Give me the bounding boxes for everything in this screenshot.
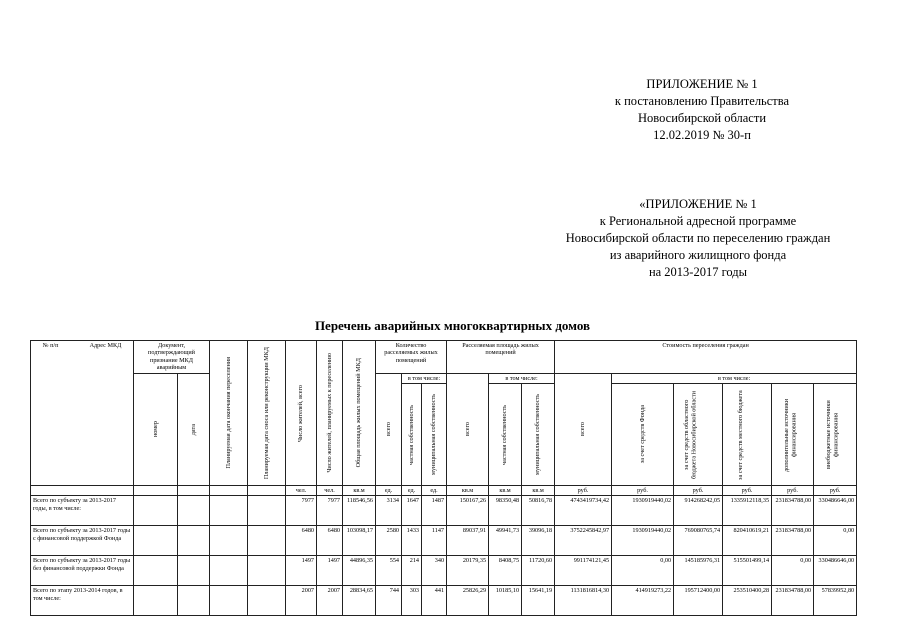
value-cell: 914268242,05 <box>674 496 723 526</box>
unit-cell: кв.м <box>489 486 522 496</box>
empty-cell <box>134 556 178 586</box>
empty-cell <box>134 496 178 526</box>
value-cell: 414919273,22 <box>612 586 674 616</box>
empty-cell <box>134 586 178 616</box>
col-planned-demolition-header: Планируемая дата сноса или реконструкции МКД <box>248 341 286 486</box>
houses-table <box>30 340 857 616</box>
value-cell: 1930919440,02 <box>612 526 674 556</box>
rooms-total-header: всего <box>376 373 402 485</box>
value-cell: 441 <box>422 586 447 616</box>
unit-cell: кв.м <box>522 486 555 496</box>
table-row <box>31 496 857 526</box>
unit-cell: кв.м <box>447 486 489 496</box>
value-cell: 1335912118,35 <box>723 496 772 526</box>
value-cell: 8408,75 <box>489 556 522 586</box>
empty-cell <box>178 556 210 586</box>
value-cell: 1487 <box>422 496 447 526</box>
value-cell: 2007 <box>286 586 317 616</box>
doc-number-header: номер <box>134 373 178 485</box>
value-cell: 744 <box>376 586 402 616</box>
cost-regional-header: за счет средств областного бюджета Новосибирской области <box>674 384 723 486</box>
value-cell: 7977 <box>317 496 343 526</box>
col-planned-relocation-header: Планируемая дата окончания переселения <box>210 341 248 486</box>
value-cell: 39096,18 <box>522 526 555 556</box>
value-cell: 20179,35 <box>447 556 489 586</box>
col-address-header: Адрес МКД <box>89 342 122 349</box>
empty-cell <box>248 556 286 586</box>
value-cell: 50816,78 <box>522 496 555 526</box>
value-cell: 98350,48 <box>489 496 522 526</box>
table-row <box>31 526 857 556</box>
value-cell: 118546,56 <box>343 496 376 526</box>
empty-cell <box>210 496 248 526</box>
col-residents-planned-header: Число жителей, планируемых к переселению <box>317 341 343 486</box>
area-total-header: всего <box>447 373 489 485</box>
header1-line3: Новосибирской области <box>637 111 767 125</box>
unit-cell: руб. <box>772 486 814 496</box>
unit-cell: ед. <box>376 486 402 496</box>
units-row <box>31 486 857 496</box>
doc-date-header: дата <box>178 373 210 485</box>
row-label: Всего по субъекту за 2013-2017 годы без финансовой поддержки Фонда <box>31 556 134 586</box>
value-cell: 49941,73 <box>489 526 522 556</box>
value-cell: 231834788,00 <box>772 586 814 616</box>
unit-cell: руб. <box>814 486 857 496</box>
value-cell: 3134 <box>376 496 402 526</box>
col-cost-header: Стоимость переселения граждан <box>555 341 857 374</box>
value-cell: 0,00 <box>814 526 857 556</box>
area-municipal-header: муниципальная собственность <box>522 384 555 486</box>
header2-line3: Новосибирской области по переселению граждан <box>565 231 831 245</box>
empty-cell <box>248 496 286 526</box>
unit-cell: кв.м <box>343 486 376 496</box>
row-label: Всего по субъекту за 2013-2017 годы с финансовой поддержкой Фонда <box>31 526 134 556</box>
unit-cell: руб. <box>612 486 674 496</box>
value-cell: 25826,29 <box>447 586 489 616</box>
unit-cell: чел. <box>286 486 317 496</box>
empty-cell <box>178 586 210 616</box>
value-cell: 89037,91 <box>447 526 489 556</box>
value-cell: 253510400,28 <box>723 586 772 616</box>
col-area-relocated-header: Расселяемая площадь жилых помещений <box>447 341 555 374</box>
header1-line1: ПРИЛОЖЕНИЕ № 1 <box>646 77 758 91</box>
document-title: Перечень аварийных многоквартирных домов <box>314 318 591 333</box>
rooms-including-header: в том числе: <box>402 373 447 383</box>
resolution-header <box>568 76 836 144</box>
row-label: Всего по этапу 2013-2014 годов, в том числе: <box>31 586 134 616</box>
value-cell: 7977 <box>286 496 317 526</box>
col-residents-total-header: Число жителей, всего <box>286 341 317 486</box>
header2-line2: к Региональной адресной программе <box>599 214 797 228</box>
header2-line5: на 2013-2017 годы <box>648 265 748 279</box>
cost-local-header: за счет средств местного бюджета <box>723 384 772 486</box>
cost-total-header: всего <box>555 373 612 485</box>
header1-line4: 12.02.2019 № 30-п <box>653 128 751 142</box>
empty-cell <box>210 526 248 556</box>
col-num-header: № п/п Адрес МКД <box>31 341 134 486</box>
col-document-header: Документ, подтверждающий признание МКД аварийным <box>134 341 210 374</box>
unit-cell: ед. <box>422 486 447 496</box>
value-cell: 1131816814,30 <box>555 586 612 616</box>
empty-cell <box>210 586 248 616</box>
cost-off-budget-header: внебюджетные источники финансирования <box>814 384 857 486</box>
value-cell: 1433 <box>402 526 422 556</box>
col-total-area-header: Общая площадь жилых помещений МКД <box>343 341 376 486</box>
program-header <box>528 196 868 281</box>
empty-cell <box>178 526 210 556</box>
col-rooms-count-header: Количество расселяемых жилых помещений <box>376 341 447 374</box>
value-cell: 150167,26 <box>447 496 489 526</box>
value-cell: 15641,19 <box>522 586 555 616</box>
value-cell: 769080765,74 <box>674 526 723 556</box>
value-cell: 330486646,00 <box>814 556 857 586</box>
area-private-header: частная собственность <box>489 384 522 486</box>
value-cell: 195712400,00 <box>674 586 723 616</box>
value-cell: 820410619,21 <box>723 526 772 556</box>
value-cell: 0,00 <box>772 556 814 586</box>
value-cell: 6480 <box>286 526 317 556</box>
row-label: Всего по субъекту за 2013-2017 годы, в том числе: <box>31 496 134 526</box>
value-cell: 1497 <box>317 556 343 586</box>
cost-additional-header: дополнительные источники финансирования <box>772 384 814 486</box>
value-cell: 1930919440,02 <box>612 496 674 526</box>
unit-cell: руб. <box>674 486 723 496</box>
value-cell: 103098,17 <box>343 526 376 556</box>
value-cell: 231834788,00 <box>772 526 814 556</box>
value-cell: 44896,35 <box>343 556 376 586</box>
header1-line2: к постановлению Правительства <box>614 94 790 108</box>
unit-cell: руб. <box>555 486 612 496</box>
empty-cell <box>178 496 210 526</box>
value-cell: 3752245842,97 <box>555 526 612 556</box>
value-cell: 2580 <box>376 526 402 556</box>
empty-cell <box>210 556 248 586</box>
unit-cell: чел. <box>317 486 343 496</box>
value-cell: 1147 <box>422 526 447 556</box>
empty-cell <box>134 526 178 556</box>
empty-cell <box>248 526 286 556</box>
value-cell: 11720,60 <box>522 556 555 586</box>
area-including-header: в том числе: <box>489 373 555 383</box>
empty-cell <box>248 586 286 616</box>
value-cell: 330486646,00 <box>814 496 857 526</box>
value-cell: 340 <box>422 556 447 586</box>
value-cell: 231834788,00 <box>772 496 814 526</box>
value-cell: 554 <box>376 556 402 586</box>
value-cell: 4743419734,42 <box>555 496 612 526</box>
value-cell: 6480 <box>317 526 343 556</box>
cost-fund-header: за счет средств Фонда <box>612 384 674 486</box>
value-cell: 1647 <box>402 496 422 526</box>
value-cell: 991174121,45 <box>555 556 612 586</box>
value-cell: 145185976,31 <box>674 556 723 586</box>
header2-line4: из аварийного жилищного фонда <box>609 248 787 262</box>
value-cell: 10185,10 <box>489 586 522 616</box>
rooms-private-header: частная собственность <box>402 384 422 486</box>
unit-cell: ед. <box>402 486 422 496</box>
value-cell: 1497 <box>286 556 317 586</box>
table-row <box>31 586 857 616</box>
header2-line1: «ПРИЛОЖЕНИЕ № 1 <box>639 197 757 211</box>
value-cell: 303 <box>402 586 422 616</box>
table-row <box>31 556 857 586</box>
rooms-municipal-header: муниципальная собственность <box>422 384 447 486</box>
value-cell: 28834,65 <box>343 586 376 616</box>
unit-cell: руб. <box>723 486 772 496</box>
value-cell: 2007 <box>317 586 343 616</box>
value-cell: 0,00 <box>612 556 674 586</box>
cost-including-header: в том числе: <box>612 373 857 383</box>
value-cell: 515501499,14 <box>723 556 772 586</box>
value-cell: 57839952,80 <box>814 586 857 616</box>
value-cell: 214 <box>402 556 422 586</box>
